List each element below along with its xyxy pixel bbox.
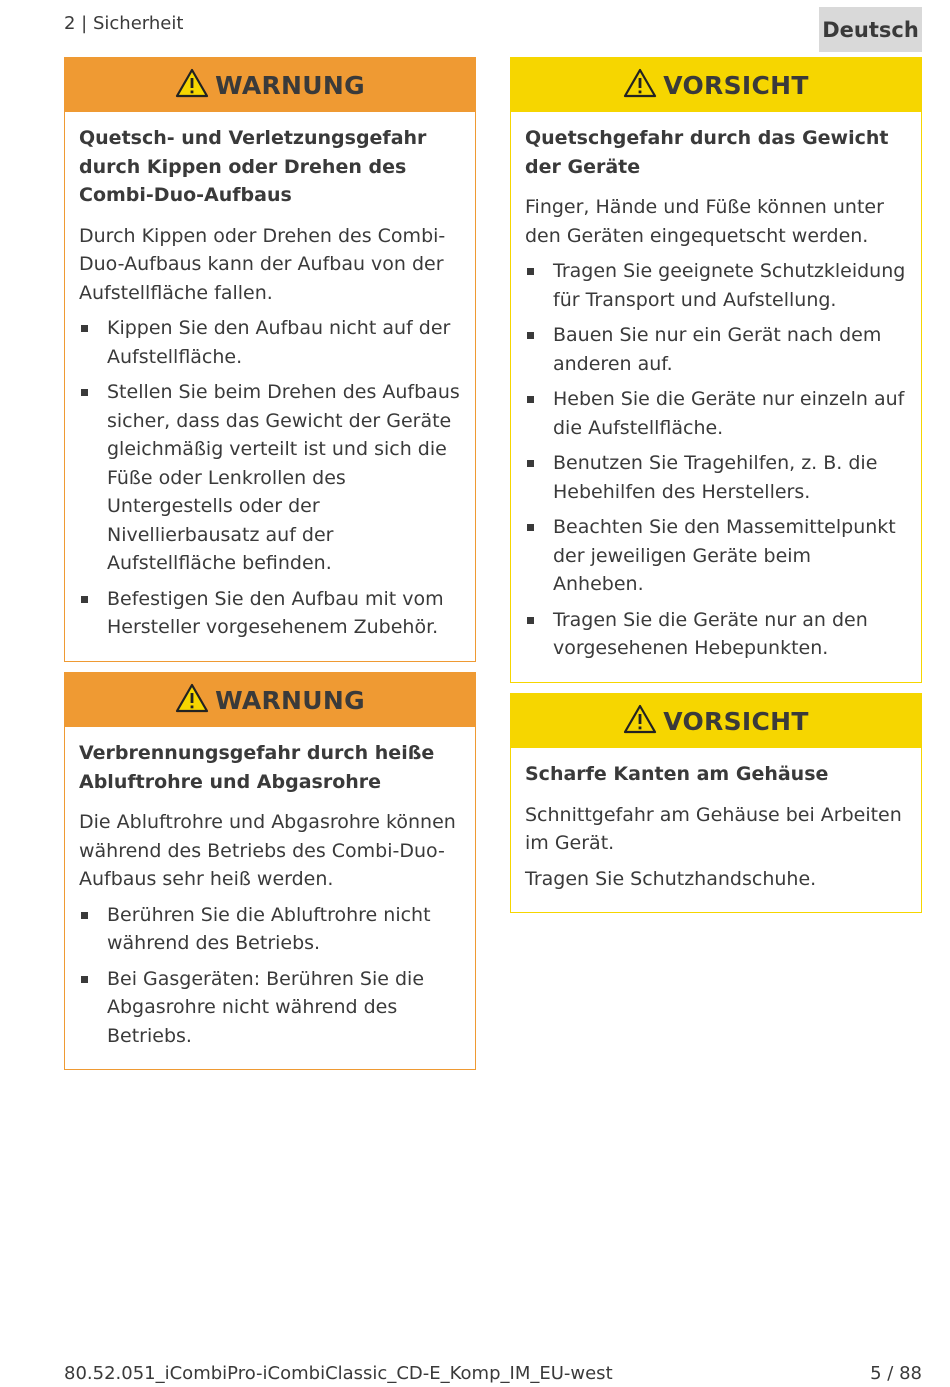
hazard-title: Quetschgefahr durch das Gewicht der Geräte	[525, 127, 889, 178]
caution-box-body	[511, 748, 921, 912]
list-item: Berühren Sie die Abluftrohre nicht während des Betriebs.	[79, 901, 461, 958]
warning-label: WARNUNG	[215, 70, 365, 100]
hazard-description: Durch Kippen oder Drehen des Combi-Duo-Aufbaus kann der Aufbau von der Aufstellfläche fallen.	[79, 224, 446, 304]
measures-list	[525, 257, 907, 663]
list-item: Benutzen Sie Tragehilfen, z. B. die Hebehilfen des Herstellers.	[525, 449, 907, 506]
warning-box-header	[65, 673, 475, 727]
hazard-title: Quetsch- und Verletzungsgefahr durch Kippen oder Drehen des Combi-Duo-Aufbaus	[79, 127, 427, 206]
document-id: 80.52.051_iCombiPro-iCombiClassic_CD-E_Komp_IM_EU-west	[64, 1363, 613, 1384]
list-item: Kippen Sie den Aufbau nicht auf der Aufstellfläche.	[79, 314, 461, 371]
warning-triangle-icon	[623, 68, 657, 98]
warning-box-body	[65, 112, 475, 661]
page-number: 5 / 88	[870, 1363, 922, 1384]
caution-label: VORSICHT	[663, 706, 809, 736]
list-item: Bauen Sie nur ein Gerät nach dem anderen auf.	[525, 321, 907, 378]
warning-box-body	[65, 727, 475, 1069]
warning-box-burn	[64, 672, 476, 1070]
hazard-title: Verbrennungsgefahr durch heiße Abluftrohre und Abgasrohre	[79, 742, 435, 793]
warning-box-tipping	[64, 57, 476, 662]
list-item: Befestigen Sie den Aufbau mit vom Hersteller vorgesehenem Zubehör.	[79, 585, 461, 642]
warning-triangle-icon	[175, 68, 209, 98]
list-item: Beachten Sie den Massemittelpunkt der jeweiligen Geräte beim Anheben.	[525, 513, 907, 599]
hazard-description: Schnittgefahr am Gehäuse bei Arbeiten im Gerät.	[525, 803, 902, 854]
warning-label: WARNUNG	[215, 685, 365, 715]
warning-triangle-icon	[175, 683, 209, 713]
hazard-title: Scharfe Kanten am Gehäuse	[525, 763, 829, 785]
list-item: Tragen Sie die Geräte nur an den vorgesehenen Hebepunkten.	[525, 606, 907, 663]
section-header: 2 | Sicherheit	[64, 13, 184, 34]
caution-box-crushing	[510, 57, 922, 683]
measures-list	[79, 314, 461, 642]
hazard-measure: Tragen Sie Schutzhandschuhe.	[525, 867, 817, 890]
list-item: Tragen Sie geeignete Schutzkleidung für Transport und Aufstellung.	[525, 257, 907, 314]
list-item: Stellen Sie beim Drehen des Aufbaus sicher, dass das Gewicht der Geräte gleichmäßig verteilt ist und sich die Füße oder Lenkrollen des Untergestells oder der Nivellierbausatz auf der Aufstellfläche befinden.	[79, 378, 461, 578]
measures-list	[79, 901, 461, 1051]
warning-box-header	[65, 58, 475, 112]
caution-box-header	[511, 694, 921, 748]
caution-box-sharp-edges	[510, 693, 922, 913]
language-badge: Deutsch	[819, 7, 922, 52]
warning-triangle-icon	[623, 704, 657, 734]
list-item: Heben Sie die Geräte nur einzeln auf die Aufstellfläche.	[525, 385, 907, 442]
hazard-description: Die Abluftrohre und Abgasrohre können während des Betriebs des Combi-Duo-Aufbaus sehr heiß werden.	[79, 811, 456, 890]
caution-box-body	[511, 112, 921, 682]
hazard-description: Finger, Hände und Füße können unter den Geräten eingequetscht werden.	[525, 196, 884, 247]
caution-label: VORSICHT	[663, 70, 809, 100]
caution-box-header	[511, 58, 921, 112]
list-item: Bei Gasgeräten: Berühren Sie die Abgasrohre nicht während des Betriebs.	[79, 965, 461, 1051]
